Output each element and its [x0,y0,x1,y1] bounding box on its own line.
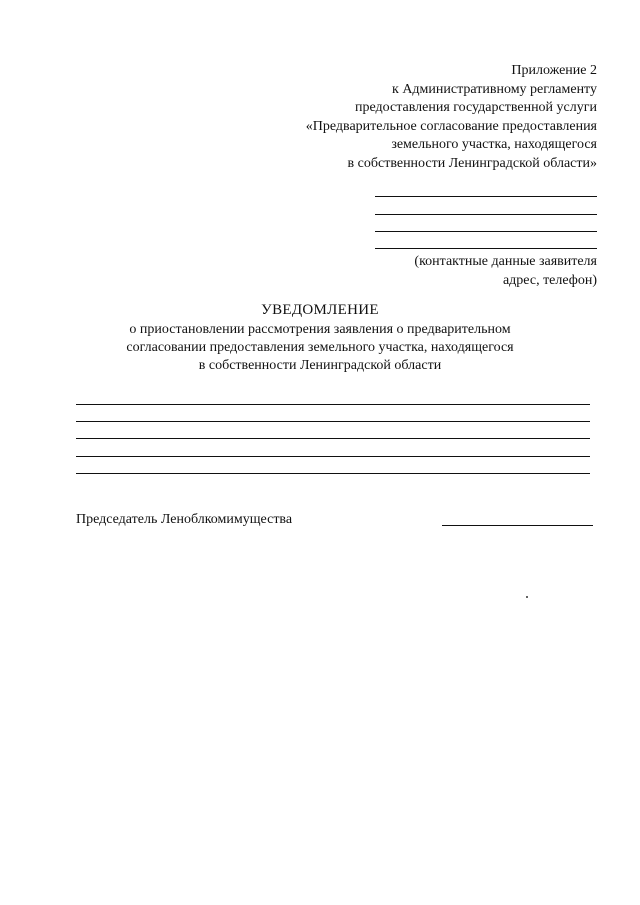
applicant-blank-line [375,248,597,249]
contact-note-line: адрес, телефон) [502,272,597,288]
scan-speck [526,596,528,598]
notice-subtitle [0,321,640,375]
appendix-line: предоставления государственной услуги [355,100,597,116]
body-blank-line [76,421,590,422]
applicant-blank-line [375,231,597,232]
appendix-line: к Административному регламенту [392,81,597,97]
appendix-line: в собственности Ленинградской области» [347,155,597,171]
body-blank-line [76,473,590,474]
notice-subtitle-line: в собственности Ленинградской области [198,358,442,373]
appendix-line: земельного участка, находящегося [391,137,597,153]
applicant-blank-line [375,214,597,215]
appendix-line: Приложение 2 [511,63,597,78]
appendix-header [177,62,597,174]
notice-subtitle-line: согласовании предоставления земельного участка, находящегося [126,340,514,355]
signer-position: Председатель Леноблкомимущества [76,512,293,527]
notice-title: УВЕДОМЛЕНИЕ [261,302,379,318]
body-blank-line [76,404,590,405]
signature-line [442,525,593,526]
body-blank-line [76,438,590,439]
applicant-blank-line [375,196,597,197]
body-blank-line [76,456,590,457]
appendix-line: «Предварительное согласование предоставления [305,118,597,134]
contact-note-line: (контактные данные заявителя [414,254,597,269]
notice-subtitle-line: о приостановлении рассмотрения заявления о предварительном [129,322,511,337]
applicant-contact-note [297,253,597,290]
